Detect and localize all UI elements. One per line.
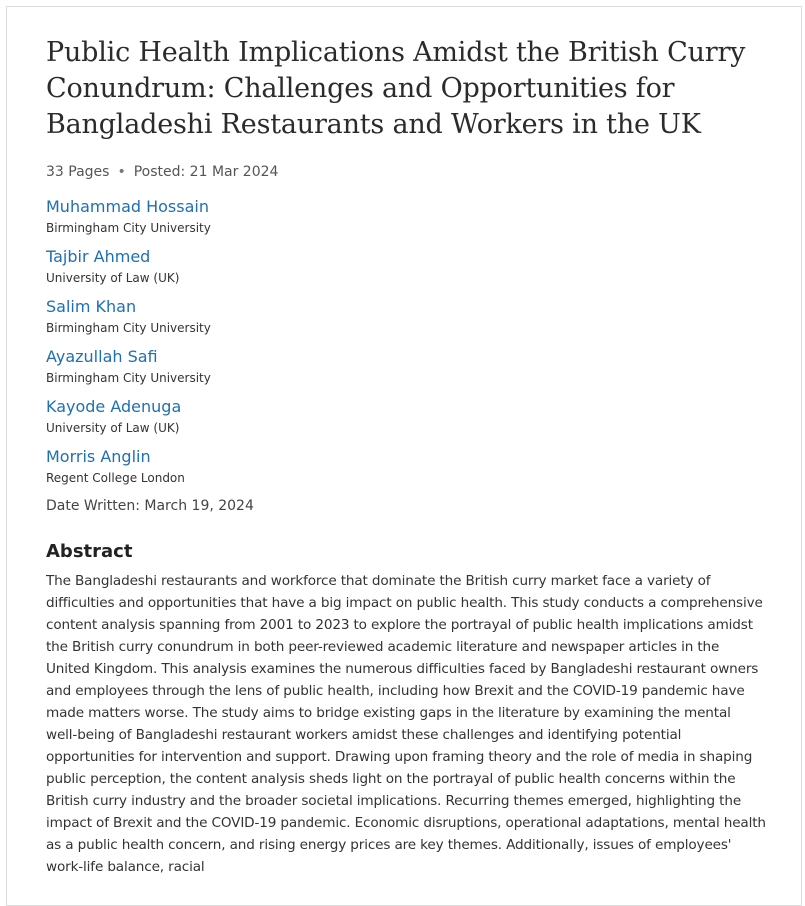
author-link[interactable]: Kayode Adenuga xyxy=(46,397,182,416)
author-affiliation: University of Law (UK) xyxy=(46,271,180,285)
author-entry xyxy=(46,446,766,486)
meta-separator: • xyxy=(117,164,126,180)
abstract-text: The Bangladeshi restaurants and workforce that dominate the British curry market face a variety of difficulties and opportunities that have a big impact on public health. This study conducts a comprehensive content analysis spanning from 2001 to 2023 to explore the portrayal of public health implications amidst the British curry conundrum in both peer-reviewed academic literature and newspaper articles in the United Kingdom. This analysis examines the numerous difficulties faced by Bangladeshi restaurant owners and employees through the lens of public health, including how Brexit and the COVID-19 pandemic have made matters worse. The study aims to bridge existing gaps in the literature by examining the mental well-being of Bangladeshi restaurant workers amidst these challenges and identifying potential opportunities for intervention and support. Drawing upon framing theory and the role of media in shaping public perception, the content analysis sheds light on the portrayal of public health concerns within the British curry industry and the broader societal implications. Recurring themes emerged, highlighting the impact of Brexit and the COVID-19 pandemic. Economic disruptions, operational adaptations, mental health as a public health concern, and rising energy prices are key themes. Additionally, issues of employees' work-life balance, racial xyxy=(46,573,766,875)
author-affiliation: Birmingham City University xyxy=(46,321,211,335)
author-link[interactable]: Morris Anglin xyxy=(46,447,151,466)
paper-content xyxy=(46,35,766,878)
author-affiliation: Birmingham City University xyxy=(46,221,211,235)
author-entry xyxy=(46,346,766,386)
author-link[interactable]: Salim Khan xyxy=(46,297,137,316)
paper-title: Public Health Implications Amidst the British Curry Conundrum: Challenges and Opportunities for Bangladeshi Restaurants and Workers in the UK xyxy=(46,37,746,140)
posted-date: Posted: 21 Mar 2024 xyxy=(133,164,279,180)
author-entry xyxy=(46,396,766,436)
paper-meta xyxy=(46,162,766,182)
author-list xyxy=(46,196,766,486)
author-link[interactable]: Tajbir Ahmed xyxy=(46,247,151,266)
abstract-heading: Abstract xyxy=(46,541,133,562)
author-link[interactable]: Muhammad Hossain xyxy=(46,197,209,216)
author-entry xyxy=(46,246,766,286)
author-entry xyxy=(46,296,766,336)
author-affiliation: University of Law (UK) xyxy=(46,421,180,435)
author-link[interactable]: Ayazullah Safi xyxy=(46,347,158,366)
page-count: 33 Pages xyxy=(46,164,110,180)
date-written: Date Written: March 19, 2024 xyxy=(46,498,254,514)
author-affiliation: Regent College London xyxy=(46,471,185,485)
paper-card xyxy=(6,6,802,906)
author-entry xyxy=(46,196,766,236)
author-affiliation: Birmingham City University xyxy=(46,371,211,385)
